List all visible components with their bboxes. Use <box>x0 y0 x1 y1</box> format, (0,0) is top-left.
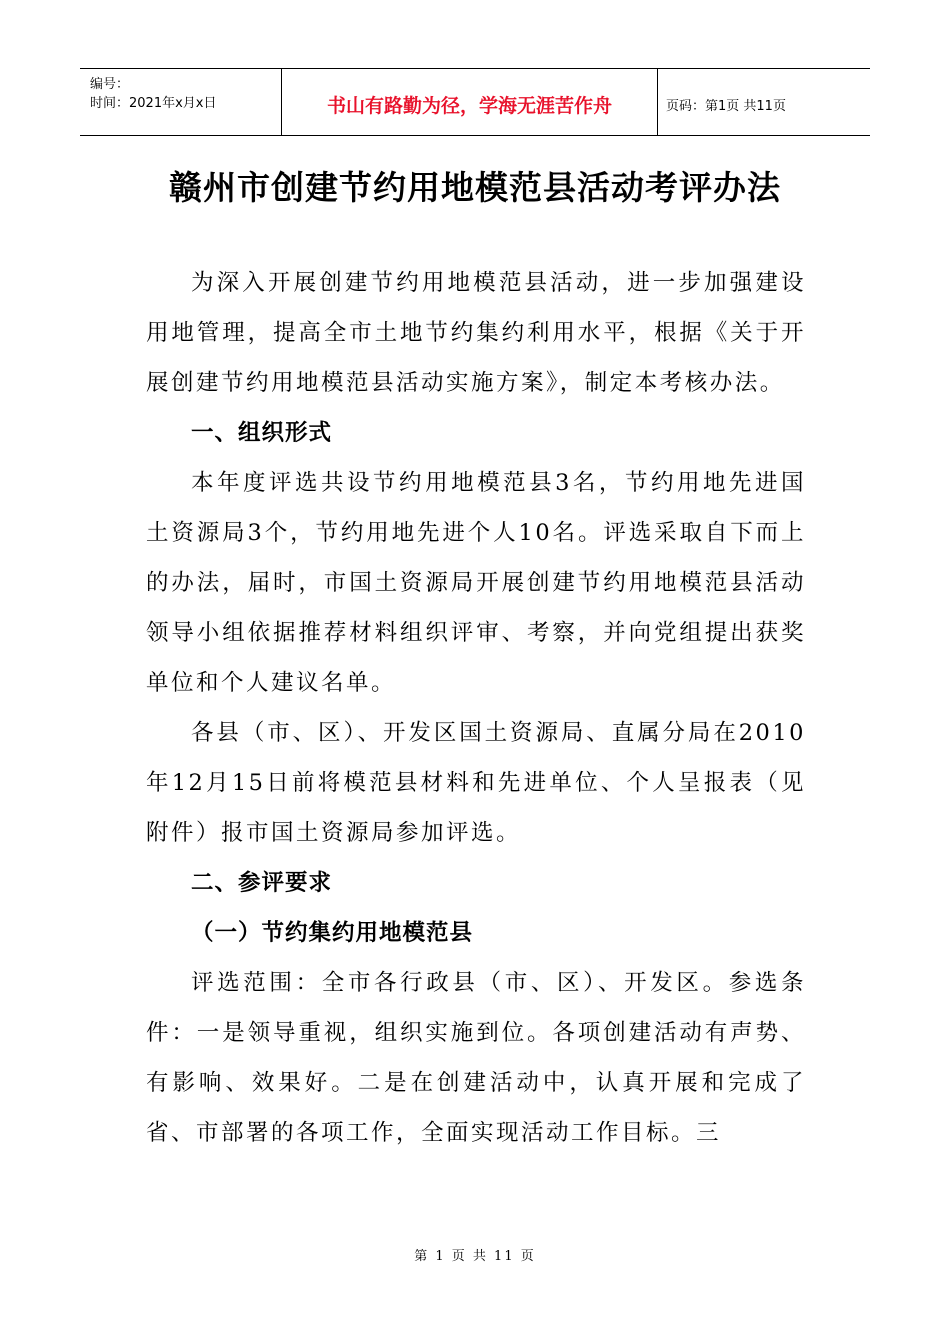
intro-paragraph: 为深入开展创建节约用地模范县活动，进一步加强建设用地管理，提高全市土地节约集约利用水平，根据《关于开展创建节约用地模范县活动实施方案》，制定本考核办法。 <box>146 270 806 396</box>
subsection-heading-model-county: （一）节约集约用地模范县 <box>191 920 474 946</box>
page-header <box>80 68 870 136</box>
header-page-cell <box>658 69 870 135</box>
document-body <box>146 258 806 1158</box>
header-motto-cell <box>282 69 658 135</box>
document-title: 赣州市创建节约用地模范县活动考评办法 <box>169 168 781 207</box>
body-paragraph: 各县（市、区）、开发区国土资源局、直属分局在2010年12月15日前将模范县材料和先进单位、个人呈报表（见附件）报市国土资源局参加评选。 <box>146 720 806 846</box>
body-paragraph: 评选范围：全市各行政县（市、区）、开发区。参选条件：一是领导重视，组织实施到位。各项创建活动有声势、有影响、效果好。二是在创建活动中，认真开展和完成了省、市部署的各项工作，全面实现活动工作目标。三 <box>146 970 806 1146</box>
header-motto: 书山有路勤为径，学海无涯苦作舟 <box>326 94 612 117</box>
section-heading-organization: 一、组织形式 <box>191 420 333 446</box>
document-time-label: 时间：2021年x月x日 <box>90 96 217 111</box>
header-meta-cell <box>80 69 282 135</box>
body-paragraph: 本年度评选共设节约用地模范县3名，节约用地先进国土资源局3个，节约用地先进个人10名。评选采取自下而上的办法，届时，市国土资源局开展创建节约用地模范县活动领导小组依据推荐材料组织评审、考察，并向党组提出获奖单位和个人建议名单。 <box>146 470 806 696</box>
header-page-info: 页码：第1页 共11页 <box>666 98 786 114</box>
page-footer: 第 1 页 共 11 页 <box>414 1249 536 1264</box>
section-heading-requirements: 二、参评要求 <box>191 870 333 896</box>
document-number-label: 编号： <box>90 77 130 92</box>
